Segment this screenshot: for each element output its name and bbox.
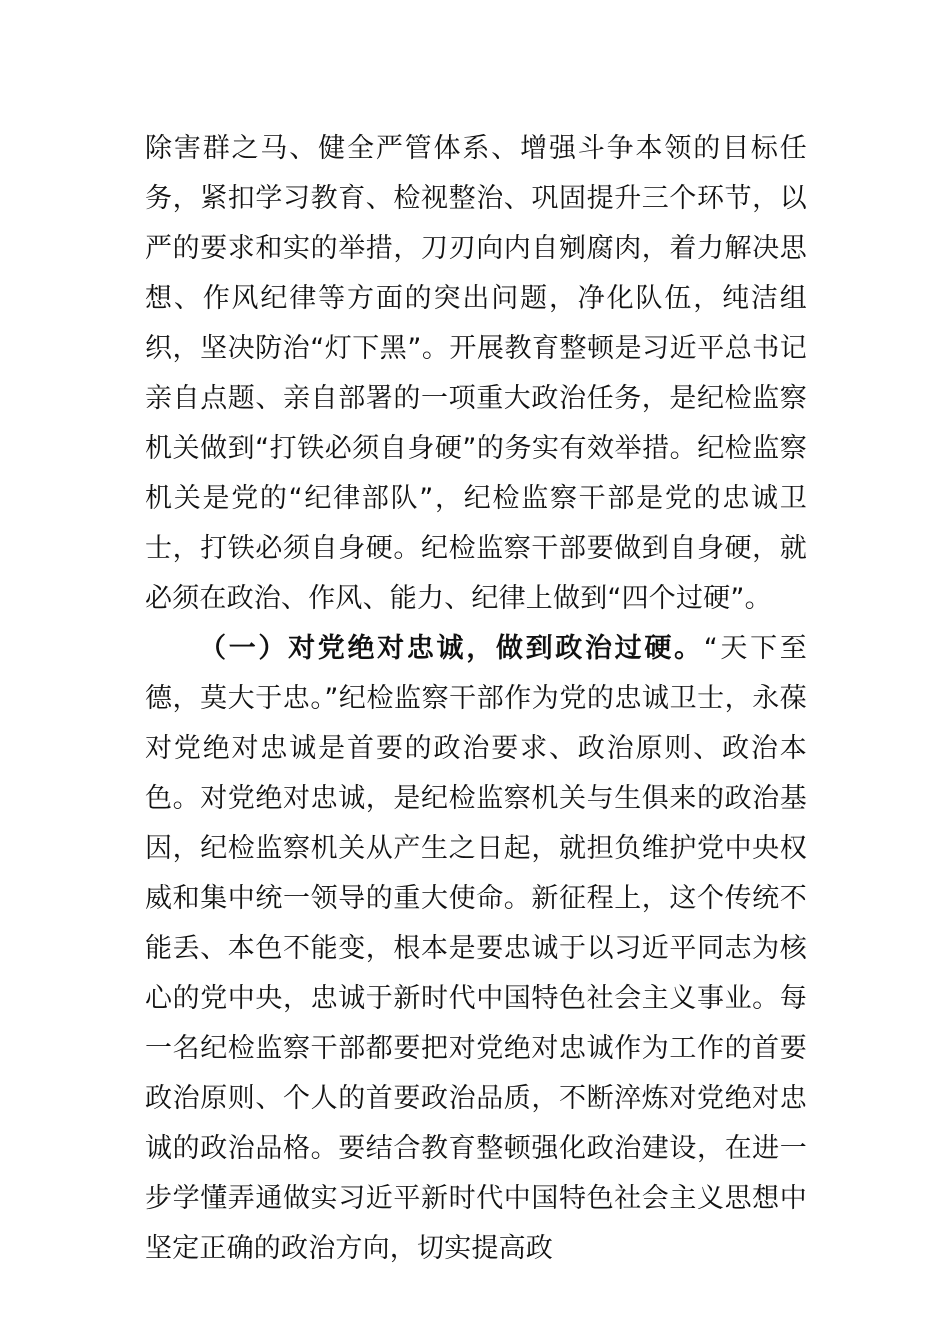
paragraph-section-1 [145, 624, 807, 1274]
section-1-heading: （一）对党绝对忠诚，做到政治过硬。 [199, 633, 704, 664]
document-body [145, 124, 807, 1274]
paragraph-intro [145, 124, 807, 624]
paragraph-intro-text: 除害群之马、健全严管体系、增强斗争本领的目标任务，紧扣学习教育、检视整治、巩固提升三个环节，以严的要求和实的举措，刀刃向内自剜腐肉，着力解决思想、作风纪律等方面的突出问题，净化队伍，纯洁组织，坚决防治“灯下黑”。开展教育整顿是习近平总书记亲自点题、亲自部署的一项重大政治任务，是纪检监察机关做到“打铁必须自身硬”的务实有效举措。纪检监察机关是党的“纪律部队”，纪检监察干部是党的忠诚卫士，打铁必须自身硬。纪检监察干部要做到自身硬，就必须在政治、作风、能力、纪律上做到“四个过硬”。 [145, 133, 807, 614]
section-1-text: “天下至德，莫大于忠。”纪检监察干部作为党的忠诚卫士，永葆对党绝对忠诚是首要的政治要求、政治原则、政治本色。对党绝对忠诚，是纪检监察机关与生俱来的政治基因，纪检监察机关从产生之日起，就担负维护党中央权威和集中统一领导的重大使命。新征程上，这个传统不能丢、本色不能变，根本是要忠诚于以习近平同志为核心的党中央，忠诚于新时代中国特色社会主义事业。每一名纪检监察干部都要把对党绝对忠诚作为工作的首要政治原则、个人的首要政治品质，不断淬炼对党绝对忠诚的政治品格。要结合教育整顿强化政治建设，在进一步学懂弄通做实习近平新时代中国特色社会主义思想中坚定正确的政治方向，切实提高政 [145, 633, 807, 1264]
